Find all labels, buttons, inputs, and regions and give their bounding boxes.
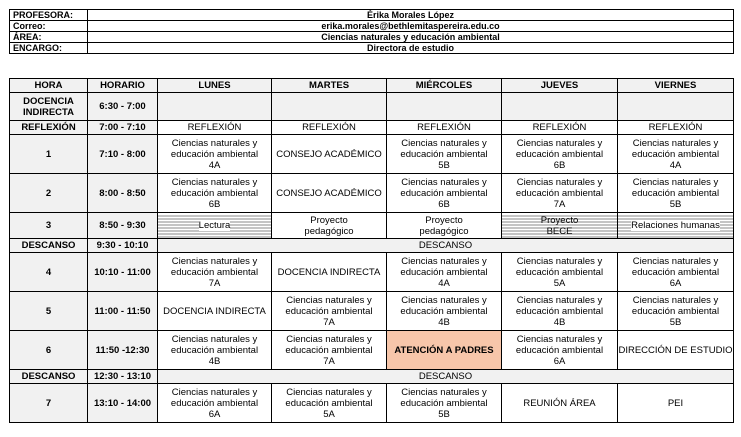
label-profesora: PROFESORA: xyxy=(10,10,88,21)
subject-line: educación ambiental xyxy=(400,266,488,278)
row-reflexion xyxy=(10,121,734,135)
subject-line: Ciencias naturales y xyxy=(632,137,719,149)
class-cell: REFLEXIÓN xyxy=(618,121,734,135)
value-correo: erika.morales@bethlemitaspereira.edu.co xyxy=(88,21,734,32)
row-docencia-indirecta xyxy=(10,93,734,121)
class-cell xyxy=(272,384,387,423)
value-profesora: Érika Morales López xyxy=(88,10,734,21)
class-cell xyxy=(158,253,272,292)
subject-line: pedagógico xyxy=(304,225,354,237)
hora-cell: 7 xyxy=(10,384,88,423)
subject-line: Ciencias naturales y xyxy=(171,137,258,149)
group-label: 5A xyxy=(323,408,335,420)
class-cell xyxy=(618,213,734,239)
hora-cell: DESCANSO xyxy=(10,239,88,253)
hora-cell: DESCANSO xyxy=(10,370,88,384)
group-label: 7A xyxy=(323,316,335,328)
schedule-table xyxy=(9,78,734,423)
label-area: ÁREA: xyxy=(10,32,88,43)
subject-line: educación ambiental xyxy=(400,305,488,317)
class-cell xyxy=(158,135,272,174)
hora-cell: 2 xyxy=(10,174,88,213)
class-cell xyxy=(502,331,618,370)
group-label: 4A xyxy=(208,159,221,171)
class-cell: DIRECCIÓN DE ESTUDIO xyxy=(618,331,734,370)
hora-cell: 6 xyxy=(10,331,88,370)
empty-cell xyxy=(502,93,618,121)
class-cell xyxy=(502,174,618,213)
class-cell xyxy=(618,253,734,292)
row-period-7 xyxy=(10,384,734,423)
group-label: 4B xyxy=(208,355,221,367)
subject-line: educación ambiental xyxy=(170,266,259,278)
row-period-2 xyxy=(10,174,734,213)
subject-line: educación ambiental xyxy=(285,397,373,409)
horario-cell: 8:50 - 9:30 xyxy=(88,213,158,239)
subject-line: educación ambiental xyxy=(170,397,259,409)
class-cell xyxy=(387,292,502,331)
label-encargo: ENCARGO: xyxy=(10,43,88,54)
subject-line: Ciencias naturales y xyxy=(401,176,487,188)
row-period-5 xyxy=(10,292,734,331)
subject-line: educación ambiental xyxy=(515,148,604,160)
class-cell xyxy=(387,384,502,423)
horario-cell: 9:30 - 10:10 xyxy=(88,239,158,253)
subject-line: educación ambiental xyxy=(170,148,259,160)
class-cell xyxy=(387,135,502,174)
subject-line: Ciencias naturales y xyxy=(632,176,719,188)
group-label: 6A xyxy=(208,408,221,420)
subject-line: Ciencias naturales y xyxy=(401,386,487,398)
group-label: 6B xyxy=(208,198,221,210)
empty-cell xyxy=(618,93,734,121)
atencion-padres-cell: ATENCIÓN A PADRES xyxy=(387,331,502,370)
hora-cell: 3 xyxy=(10,213,88,239)
subject-line: BECE xyxy=(546,225,573,237)
group-label: 6A xyxy=(553,355,566,367)
class-cell xyxy=(618,135,734,174)
class-cell xyxy=(618,292,734,331)
teacher-info-table xyxy=(9,9,734,54)
group-label: 5B xyxy=(669,198,682,210)
hora-cell: REFLEXIÓN xyxy=(10,121,88,135)
subject-line: educación ambiental xyxy=(515,266,604,278)
subject-line: educación ambiental xyxy=(170,187,259,199)
subject-line: educación ambiental xyxy=(400,148,488,160)
horario-cell: 6:30 - 7:00 xyxy=(88,93,158,121)
group-label: 7A xyxy=(323,355,335,367)
value-encargo: Directora de estudio xyxy=(88,43,734,54)
class-cell: REUNIÓN ÁREA xyxy=(502,384,618,423)
header-martes: MARTES xyxy=(272,79,387,93)
group-label: 6B xyxy=(553,159,566,171)
subject-line: Ciencias naturales y xyxy=(286,294,372,306)
class-cell: REFLEXIÓN xyxy=(158,121,272,135)
header-viernes: VIERNES xyxy=(618,79,734,93)
hora-cell: 5 xyxy=(10,292,88,331)
group-label: 5A xyxy=(553,277,566,289)
class-cell xyxy=(618,174,734,213)
class-cell: REFLEXIÓN xyxy=(502,121,618,135)
subject-line: Ciencias naturales y xyxy=(171,333,258,345)
subject-line: Ciencias naturales y xyxy=(401,137,487,149)
group-label: 4A xyxy=(669,159,682,171)
row-period-3 xyxy=(10,213,734,239)
label-correo: Correo: xyxy=(10,21,88,32)
class-cell: DOCENCIA INDIRECTA xyxy=(272,253,387,292)
class-cell xyxy=(272,292,387,331)
class-cell xyxy=(158,384,272,423)
class-cell: CONSEJO ACADÉMICO xyxy=(272,174,387,213)
class-cell xyxy=(502,253,618,292)
horario-cell: 11:50 -12:30 xyxy=(88,331,158,370)
group-label: 7A xyxy=(553,198,566,210)
subject-line: educación ambiental xyxy=(400,187,488,199)
subject-line: Proyecto xyxy=(425,214,463,226)
group-label: 6B xyxy=(438,198,450,210)
descanso-span: DESCANSO xyxy=(158,239,734,253)
horario-cell: 7:00 - 7:10 xyxy=(88,121,158,135)
hora-cell: 1 xyxy=(10,135,88,174)
lectura-label: Lectura xyxy=(198,220,231,231)
hora-cell: DOCENCIA INDIRECTA xyxy=(10,93,88,121)
class-cell xyxy=(158,331,272,370)
class-cell xyxy=(387,174,502,213)
subject-line: Ciencias naturales y xyxy=(632,255,719,267)
empty-cell xyxy=(158,93,272,121)
subject-line: educación ambiental xyxy=(631,148,720,160)
row-period-4 xyxy=(10,253,734,292)
subject-line: Ciencias naturales y xyxy=(632,294,719,306)
class-cell xyxy=(272,331,387,370)
subject-line: educación ambiental xyxy=(285,344,373,356)
class-cell: REFLEXIÓN xyxy=(272,121,387,135)
group-label: 6A xyxy=(669,277,682,289)
class-cell xyxy=(502,135,618,174)
subject-line: Ciencias naturales y xyxy=(516,255,603,267)
info-row-correo xyxy=(10,21,734,32)
row-period-1 xyxy=(10,135,734,174)
class-cell xyxy=(272,213,387,239)
subject-line: educación ambiental xyxy=(170,344,259,356)
header-row xyxy=(10,79,734,93)
subject-line: Ciencias naturales y xyxy=(516,294,603,306)
group-label: 5B xyxy=(438,159,450,171)
class-cell xyxy=(158,174,272,213)
group-label: 4B xyxy=(553,316,566,328)
empty-cell xyxy=(272,93,387,121)
value-area: Ciencias naturales y educación ambiental xyxy=(88,32,734,43)
group-label: 7A xyxy=(208,277,221,289)
class-cell: REFLEXIÓN xyxy=(387,121,502,135)
subject-line: educación ambiental xyxy=(515,187,604,199)
class-cell xyxy=(387,213,502,239)
header-hora: HORA xyxy=(10,79,88,93)
relaciones-label: Relaciones humanas xyxy=(631,220,720,231)
subject-line: educación ambiental xyxy=(400,397,488,409)
horario-cell: 11:00 - 11:50 xyxy=(88,292,158,331)
row-period-6 xyxy=(10,331,734,370)
group-label: 5B xyxy=(669,316,682,328)
subject-line: Ciencias naturales y xyxy=(171,176,258,188)
subject-line: pedagógico xyxy=(419,225,469,237)
info-row-profesora xyxy=(10,10,734,21)
info-row-encargo xyxy=(10,43,734,54)
subject-line: Ciencias naturales y xyxy=(401,294,487,306)
group-label: 4B xyxy=(438,316,450,328)
subject-line: Ciencias naturales y xyxy=(286,333,372,345)
subject-line: educación ambiental xyxy=(515,344,604,356)
class-cell: CONSEJO ACADÉMICO xyxy=(272,135,387,174)
class-cell xyxy=(502,292,618,331)
header-miercoles: MIÉRCOLES xyxy=(387,79,502,93)
horario-cell: 8:00 - 8:50 xyxy=(88,174,158,213)
class-cell: DOCENCIA INDIRECTA xyxy=(158,292,272,331)
subject-line: educación ambiental xyxy=(631,266,720,278)
horario-cell: 7:10 - 8:00 xyxy=(88,135,158,174)
subject-line: educación ambiental xyxy=(515,305,604,317)
subject-line: Ciencias naturales y xyxy=(516,176,603,188)
subject-line: Ciencias naturales y xyxy=(401,255,487,267)
row-descanso-1 xyxy=(10,239,734,253)
subject-line: Proyecto xyxy=(310,214,348,226)
subject-line: Ciencias naturales y xyxy=(286,386,372,398)
horario-cell: 12:30 - 13:10 xyxy=(88,370,158,384)
hora-cell: 4 xyxy=(10,253,88,292)
descanso-span: DESCANSO xyxy=(158,370,734,384)
info-row-area xyxy=(10,32,734,43)
class-cell xyxy=(158,213,272,239)
subject-line: educación ambiental xyxy=(631,305,720,317)
horario-cell: 10:10 - 11:00 xyxy=(88,253,158,292)
group-label: 4A xyxy=(438,277,450,289)
header-jueves: JUEVES xyxy=(502,79,618,93)
subject-line: educación ambiental xyxy=(285,305,373,317)
empty-cell xyxy=(387,93,502,121)
header-lunes: LUNES xyxy=(158,79,272,93)
horario-cell: 13:10 - 14:00 xyxy=(88,384,158,423)
subject-line: Ciencias naturales y xyxy=(171,255,258,267)
subject-line: Ciencias naturales y xyxy=(516,333,603,345)
row-descanso-2 xyxy=(10,370,734,384)
class-cell xyxy=(387,253,502,292)
group-label: 5B xyxy=(438,408,450,420)
class-cell: PEI xyxy=(618,384,734,423)
subject-line: educación ambiental xyxy=(631,187,720,199)
subject-line: Ciencias naturales y xyxy=(516,137,603,149)
subject-line: Proyecto xyxy=(540,214,579,226)
subject-line: Ciencias naturales y xyxy=(171,386,258,398)
header-horario: HORARIO xyxy=(88,79,158,93)
class-cell xyxy=(502,213,618,239)
